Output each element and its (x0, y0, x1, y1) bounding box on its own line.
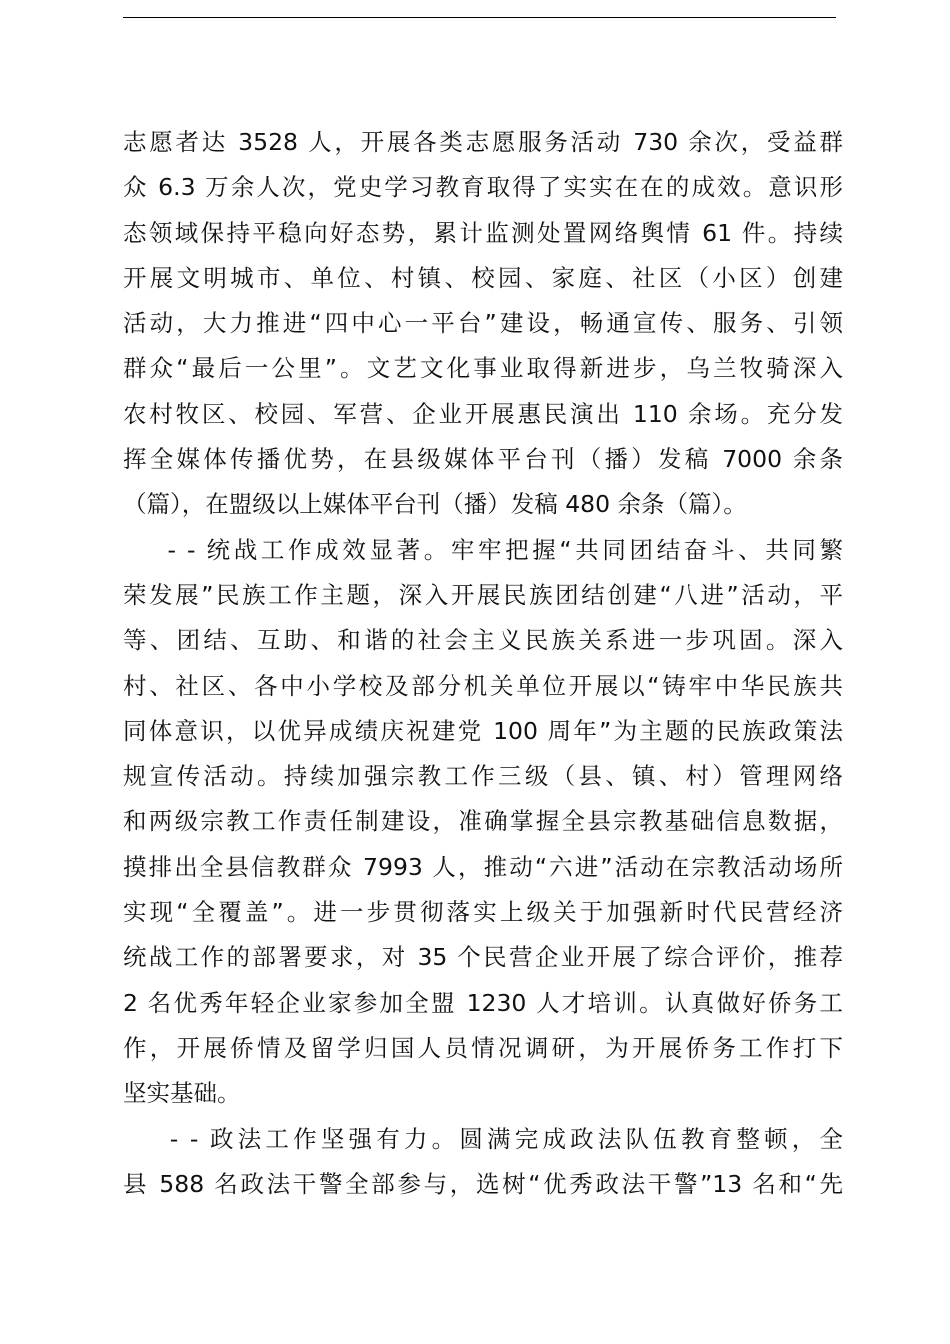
body-line: 同体意识，以优异成绩庆祝建党 100 周年”为主题的民族政策法 (123, 716, 843, 745)
body-line: 摸排出全县信教群众 7993 人，推动“六进”活动在宗教活动场所 (123, 852, 843, 881)
body-line: 众 6.3 万余人次，党史学习教育取得了实实在在的成效。意识形 (123, 173, 843, 202)
body-line: 态领域保持平稳向好态势，累计监测处置网络舆情 61 件。持续 (123, 218, 843, 247)
body-line: - - 政法工作坚强有力。圆满完成政法队伍教育整顿，全 (123, 1124, 843, 1153)
body-line: 挥全媒体传播优势，在县级媒体平台刊（播）发稿 7000 余条 (123, 445, 843, 474)
body-line: 志愿者达 3528 人，开展各类志愿服务活动 730 余次，受益群 (123, 128, 843, 156)
body-line: 2 名优秀年轻企业家参加全盟 1230 人才培训。认真做好侨务工 (123, 988, 843, 1017)
body-line: 群众“最后一公里”。文艺文化事业取得新进步，乌兰牧骑深入 (123, 354, 843, 383)
body-line: 县 588 名政法干警全部参与，选树“优秀政法干警”13 名和“先 (123, 1169, 843, 1198)
body-line: 和两级宗教工作责任制建设，准确掌握全县宗教基础信息数据， (123, 807, 843, 836)
body-line: 开展文明城市、单位、村镇、校园、家庭、社区（小区）创建 (123, 263, 843, 292)
body-line: 作，开展侨情及留学归国人员情况调研，为开展侨务工作打下 (123, 1033, 843, 1062)
body-line: - - 统战工作成效显著。牢牢把握“共同团结奋斗、共同繁 (123, 535, 843, 564)
body-line: 坚实基础。 (123, 1079, 241, 1108)
body-line: （篇），在盟级以上媒体平台刊（播）发稿 480 余条（篇）。 (123, 490, 747, 519)
body-line: 规宣传活动。持续加强宗教工作三级（县、镇、村）管理网络 (123, 762, 843, 791)
body-line: 实现“全覆盖”。进一步贯彻落实上级关于加强新时代民营经济 (123, 898, 843, 927)
body-line: 荣发展”民族工作主题，深入开展民族团结创建“八进”活动，平 (123, 580, 843, 609)
body-line: 农村牧区、校园、军营、企业开展惠民演出 110 余场。充分发 (123, 399, 843, 428)
body-line: 统战工作的部署要求，对 35 个民营企业开展了综合评价，推荐 (123, 943, 843, 972)
body-line: 等、团结、互助、和谐的社会主义民族关系进一步巩固。深入 (123, 626, 843, 655)
header-rule (123, 17, 836, 18)
document-body (123, 120, 843, 1207)
body-line: 活动，大力推进“四中心一平台”建设，畅通宣传、服务、引领 (123, 309, 843, 338)
body-line: 村、社区、各中小学校及部分机关单位开展以“铸牢中华民族共 (123, 671, 843, 700)
